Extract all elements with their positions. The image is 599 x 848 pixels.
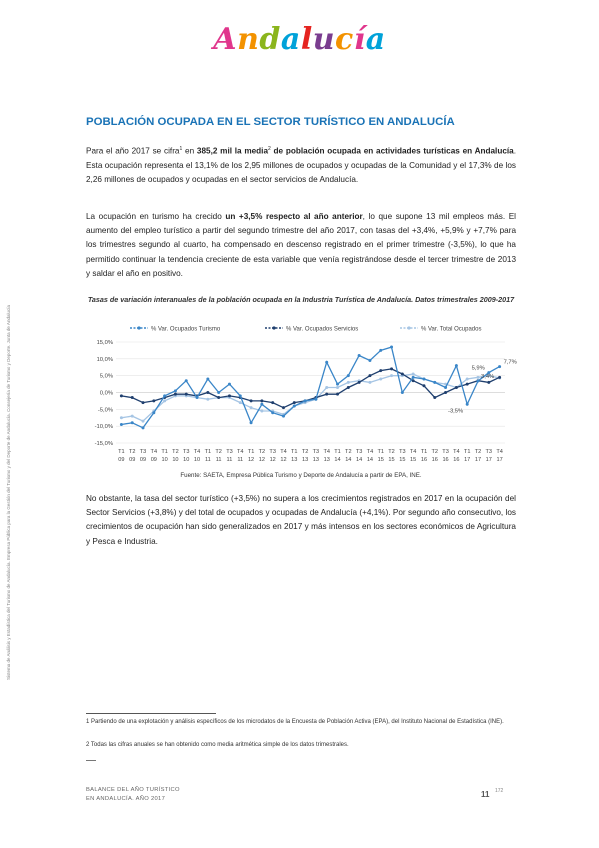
footer-dash (86, 760, 96, 761)
x-tick-label-year: 14 (366, 457, 374, 463)
y-tick-label: 10,0% (96, 356, 113, 363)
series-point (368, 359, 371, 362)
x-tick-label-year: 11 (237, 457, 244, 463)
series-point (239, 401, 242, 404)
x-tick-label-year: 09 (139, 457, 147, 463)
series-point (228, 383, 231, 386)
y-tick-label: 5,0% (99, 373, 113, 380)
legend-label: % Var. Ocupados Turismo (151, 326, 221, 333)
page-number: 11 (481, 790, 490, 799)
x-tick-label: T4 (496, 449, 503, 455)
series-point (142, 420, 145, 423)
series-point (379, 378, 382, 381)
x-tick-label: T4 (409, 449, 417, 455)
series-point (347, 386, 350, 389)
series-point (314, 398, 317, 401)
series-point (466, 378, 469, 381)
series-point (433, 396, 436, 399)
series-point (498, 376, 501, 379)
x-tick-label-year: 14 (345, 457, 352, 463)
logo-letter: í (353, 22, 366, 57)
series-point (412, 376, 415, 379)
x-tick-label-year: 12 (247, 457, 255, 463)
series-point (390, 367, 393, 370)
footer-line-2: EN ANDALUCÍA. AÑO 2017 (86, 796, 166, 802)
series-point (487, 381, 490, 384)
logo-letter: c (335, 22, 354, 57)
logo-letter: A (213, 22, 238, 57)
logo-letter: a (365, 22, 386, 57)
series-point (142, 426, 145, 429)
chart-title: Tasas de variación interanuales de la población ocupada en la Industria Turística de Andalucía. Datos trimestrales 2009-2017 (87, 295, 515, 304)
series-point (379, 349, 382, 352)
series-point (325, 393, 328, 396)
x-tick-label-year: 13 (312, 457, 320, 463)
x-tick-label-year: 10 (183, 457, 190, 463)
x-tick-label-year: 16 (453, 457, 460, 463)
x-tick-label: T3 (399, 449, 406, 455)
page-total: 172 (495, 788, 504, 794)
x-tick-label: T2 (345, 449, 352, 455)
series-point (293, 401, 296, 404)
data-label: 3,4% (480, 374, 495, 381)
series-point (228, 394, 231, 397)
series-point (433, 381, 436, 384)
data-label: 7,7% (503, 359, 517, 366)
series-point (368, 381, 371, 384)
series-point (293, 404, 296, 407)
series-point (412, 372, 415, 375)
series-point (217, 396, 220, 399)
legend-label: % Var. Total Ocupados (421, 326, 482, 333)
series-point (174, 393, 177, 396)
series-point (152, 399, 155, 402)
series-point (466, 403, 469, 406)
series-line (121, 374, 499, 421)
series-point (455, 364, 458, 367)
series-point (455, 386, 458, 389)
y-tick-label: 15,0% (96, 340, 113, 346)
x-tick-label: T4 (280, 449, 287, 455)
x-tick-label-year: 11 (226, 457, 233, 463)
x-tick-label: T1 (161, 449, 168, 455)
y-tick-label: -15,0% (94, 441, 113, 447)
series-point (368, 374, 371, 377)
footer-publication (86, 786, 180, 804)
x-tick-label-year: 17 (464, 457, 471, 463)
x-tick-label-year: 15 (399, 457, 406, 463)
x-tick-label: T1 (204, 449, 212, 455)
series-point (498, 365, 501, 368)
footnote-divider (86, 713, 216, 714)
series-point (120, 416, 123, 419)
series-point (466, 383, 469, 386)
series-point (444, 391, 447, 394)
x-tick-label: T2 (474, 449, 482, 455)
series-point (444, 386, 447, 389)
series-point (325, 361, 328, 364)
legend-marker (137, 326, 140, 329)
series-point (196, 396, 199, 399)
legend-marker (407, 326, 410, 329)
x-tick-label-year: 10 (193, 457, 201, 463)
x-tick-label: T1 (420, 449, 428, 455)
x-tick-label-year: 15 (377, 457, 384, 463)
x-tick-label: T3 (355, 449, 363, 455)
series-point (206, 391, 209, 394)
series-point (185, 379, 188, 382)
x-tick-label-year: 16 (431, 457, 438, 463)
paragraph-comparison: No obstante, la tasa del sector turístico (+3,5%) no supera a los crecimientos registrados en 2017 en la ocupación del Sector Servicios (+3,8%) y del total de ocupados y ocupadas de Andalucía (+4,1%). Por segundo año consecutivo, los crecimientos de ocupación han sido generalizados en 2017 y más intensos en los sectores económicos de Agricultura y Pesca e Industria. (86, 494, 516, 546)
x-tick-label: T1 (334, 449, 341, 455)
series-point (347, 381, 350, 384)
x-tick-label-year: 10 (161, 457, 168, 463)
series-point (271, 411, 274, 414)
paragraph-growth: La ocupación en turismo ha crecido un +3,5% respecto al año anterior, lo que supone 13 mil empleos más. El aumento del empleo turístico a partir del segundo trimestre del año 2017, con tasas del +3,4%, +5,9% y +7,7% para los trimestres segundo al cuarto, ha compensado en descenso registrado en el primer trimestre (-3,5%), lo que ha permitido continuar la tendencia creciente de esta variable que venía registrándose desde el tercer trimestre de 2013 y saldar el año en positivo. (86, 212, 516, 278)
logo-letter: l (300, 22, 313, 57)
chart-source: Fuente: SAETA, Empresa Pública Turismo y Deporte de Andalucía a partir de EPA, INE. (180, 472, 422, 479)
x-tick-label: T3 (485, 449, 493, 455)
x-tick-label-year: 14 (356, 457, 363, 463)
x-tick-label: T4 (236, 449, 244, 455)
series-point (206, 378, 209, 381)
series-point (260, 410, 263, 413)
x-tick-label-year: 11 (204, 457, 211, 463)
data-label: -3,5% (448, 408, 464, 415)
x-tick-label-year: 15 (410, 457, 417, 463)
series-line (121, 347, 499, 428)
series-point (271, 401, 274, 404)
legend-label: % Var. Ocupados Servicios (286, 326, 359, 333)
x-tick-label: T1 (463, 449, 471, 455)
logo-letter: n (237, 22, 260, 57)
x-tick-label-year: 13 (291, 457, 298, 463)
x-tick-label: T3 (139, 449, 147, 455)
series-point (142, 401, 145, 404)
series-point (206, 398, 209, 401)
x-tick-label-year: 16 (442, 457, 449, 463)
logo-letter: d (259, 22, 281, 57)
x-tick-label: T2 (301, 449, 309, 455)
side-credit-text: Sistema de Análisis y Estadística del Turismo de Andalucía. Empresa Pública para la Gestión del Turismo y del Deporte de Andalucía. Consejería de Turismo y Deporte. Junta de Andalucía (6, 305, 11, 680)
logo-letter: a (280, 22, 301, 57)
series-point (174, 389, 177, 392)
footer-line-1: BALANCE DEL AÑO TURÍSTICO (86, 787, 180, 793)
paragraph-intro: Para el año 2017 se cifra$^1$ en 385,2 mil la media$^2$ de población ocupada en actividades turísticas en Andalucía. Esta ocupación representa el 13,1% de los 2,95 millones de ocupados y ocupadas de la Comunidad y el 17,3% de los 2,26 millones de ocupados y ocupadas en el sector servicios de Andalucía. (86, 146, 516, 185)
series-point (401, 391, 404, 394)
x-tick-label-year: 12 (269, 457, 276, 463)
x-tick-label: T1 (118, 449, 125, 455)
y-tick-label: 0,0% (99, 390, 113, 397)
series-point (131, 396, 134, 399)
series-point (239, 394, 242, 397)
x-tick-label: T4 (150, 449, 158, 455)
x-tick-label-year: 14 (334, 457, 341, 463)
x-tick-label: T3 (182, 449, 190, 455)
x-tick-label-year: 12 (258, 457, 265, 463)
footnote-1: 1 Partiendo de una explotación y análisis específicos de los microdatos de la Encuesta de Población Activa (EPA), del Instituto Nacional de Estadística (INE). (86, 719, 504, 725)
y-tick-label: -5,0% (97, 407, 113, 414)
series-point (260, 399, 263, 402)
series-point (401, 372, 404, 375)
x-tick-label-year: 13 (301, 457, 309, 463)
section-heading: POBLACIÓN OCUPADA EN EL SECTOR TURÍSTICO EN ANDALUCÍA (86, 116, 455, 128)
series-point (250, 406, 253, 409)
series-point (152, 411, 155, 414)
series-point (390, 346, 393, 349)
x-tick-label: T3 (312, 449, 320, 455)
x-tick-label-year: 11 (215, 457, 222, 463)
x-tick-label: T1 (377, 449, 385, 455)
andalucia-logo (0, 22, 599, 57)
series-point (282, 415, 285, 418)
series-point (422, 378, 425, 381)
x-tick-label-year: 13 (323, 457, 330, 463)
footnote-2: 2 Todas las cifras anuales se han obtenido como media aritmética simple de los datos trimestrales. (86, 742, 349, 748)
series-point (163, 394, 166, 397)
x-tick-label-year: 17 (485, 457, 492, 463)
x-tick-label: T2 (128, 449, 136, 455)
series-point (250, 399, 253, 402)
line-chart (80, 320, 520, 470)
legend-marker (272, 326, 275, 329)
x-tick-label-year: 09 (118, 457, 125, 463)
logo-letter: u (312, 22, 336, 57)
series-point (120, 423, 123, 426)
x-tick-label: T1 (291, 449, 298, 455)
x-tick-label-year: 12 (280, 457, 287, 463)
x-tick-label-year: 16 (420, 457, 428, 463)
x-tick-label-year: 17 (474, 457, 482, 463)
series-point (304, 399, 307, 402)
x-tick-label: T3 (269, 449, 276, 455)
x-tick-label: T1 (247, 449, 255, 455)
series-point (120, 394, 123, 397)
series-point (325, 386, 328, 389)
x-tick-label: T2 (215, 449, 222, 455)
series-point (422, 384, 425, 387)
x-tick-label-year: 15 (388, 457, 395, 463)
series-point (131, 421, 134, 424)
x-tick-label: T2 (172, 449, 179, 455)
series-point (260, 403, 263, 406)
x-tick-label: T2 (388, 449, 395, 455)
series-point (185, 393, 188, 396)
x-tick-label-year: 09 (129, 457, 136, 463)
series-point (282, 406, 285, 409)
x-tick-label: T4 (323, 449, 330, 455)
series-point (336, 383, 339, 386)
series-point (476, 376, 479, 379)
series-point (390, 374, 393, 377)
series-point (347, 374, 350, 377)
series-point (131, 415, 134, 418)
x-tick-label: T2 (431, 449, 439, 455)
x-tick-label: T4 (193, 449, 201, 455)
data-label: 5,9% (471, 365, 485, 372)
x-tick-label-year: 10 (172, 457, 179, 463)
series-point (336, 393, 339, 396)
series-point (379, 369, 382, 372)
series-point (250, 421, 253, 424)
series-point (163, 399, 166, 402)
series-point (476, 380, 479, 383)
x-tick-label-year: 09 (150, 457, 157, 463)
series-point (358, 354, 361, 357)
x-tick-label: T2 (258, 449, 266, 455)
x-tick-label: T4 (453, 449, 460, 455)
x-tick-label-year: 17 (496, 457, 503, 463)
series-point (217, 391, 220, 394)
x-tick-label: T3 (226, 449, 233, 455)
series-point (336, 386, 339, 389)
y-tick-label: -10,0% (94, 424, 113, 431)
series-point (358, 381, 361, 384)
x-tick-label: T4 (366, 449, 374, 455)
x-tick-label: T3 (442, 449, 449, 455)
